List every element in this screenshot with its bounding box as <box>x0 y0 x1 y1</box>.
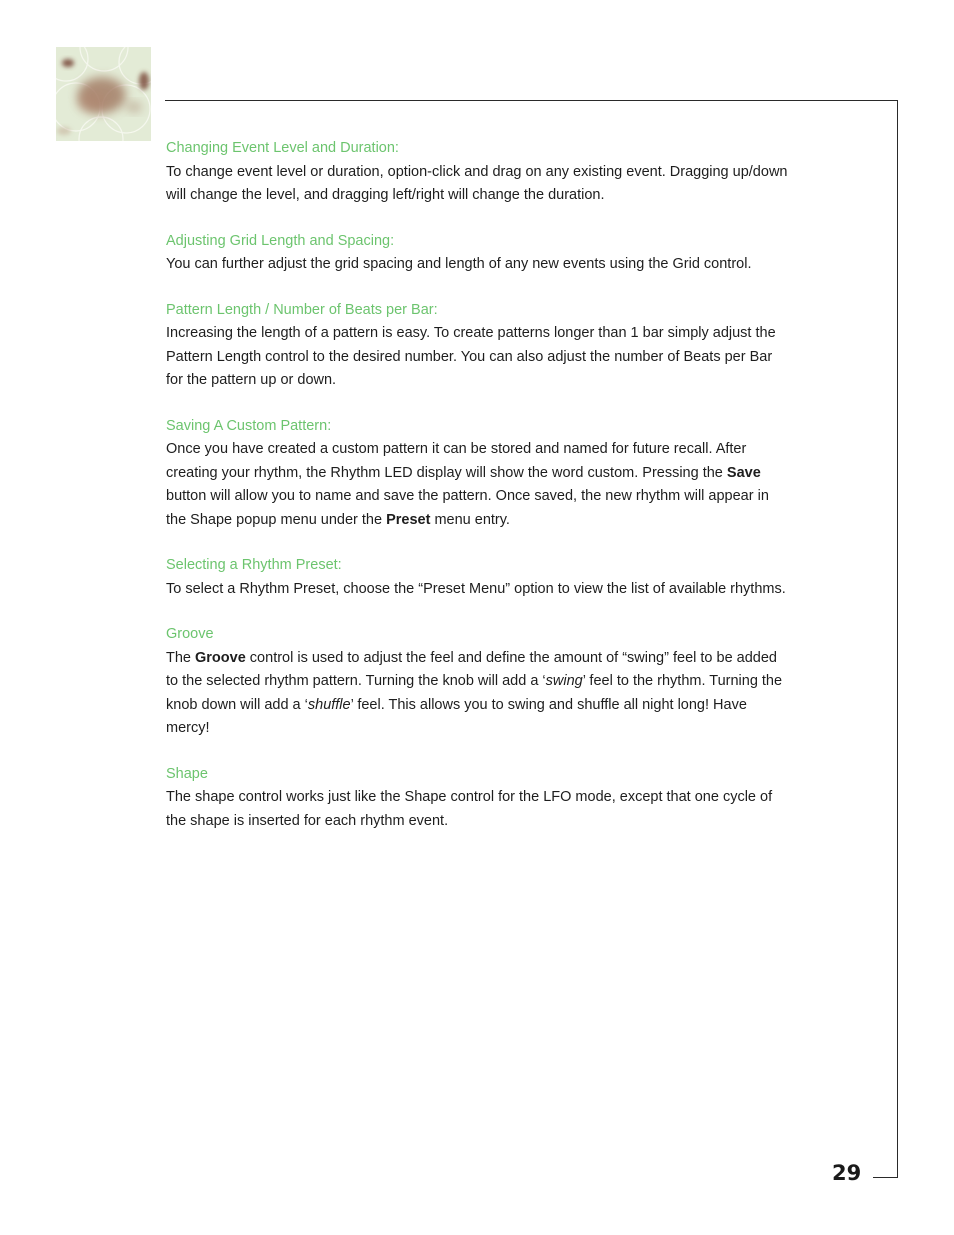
section-heading: Selecting a Rhythm Preset: <box>166 557 342 573</box>
section-body: To select a Rhythm Preset, choose the “Preset Menu” option to view the list of available rhythms. <box>166 580 786 597</box>
section-body: The shape control works just like the Shape control for the LFO mode, except that one cycle of the shape is inserted for each rhythm event. <box>166 789 773 829</box>
section-heading: Shape <box>166 765 208 782</box>
section-event-level <box>166 137 791 208</box>
body-text: Once you have created a custom pattern it can be stored and named for future recall. After creating your rhythm, the Rhythm LED display will show the word custom. Pressing the <box>166 441 747 481</box>
section-groove <box>166 623 791 741</box>
section-saving-pattern <box>166 415 791 533</box>
body-text: button will allow you to name and save the pattern. Once saved, the new rhythm will appear in the Shape popup menu under the <box>166 488 769 528</box>
section-body: You can further adjust the grid spacing and length of any new events using the Grid control. <box>166 256 752 272</box>
frame-right-rule <box>897 100 898 1178</box>
shuffle-term: shuffle <box>307 696 351 713</box>
section-heading: Groove <box>166 626 214 642</box>
page-number: 29 <box>832 1161 862 1185</box>
section-shape <box>166 763 791 834</box>
body-text: menu entry. <box>430 511 510 528</box>
section-grid-length <box>166 230 791 277</box>
section-heading: Adjusting Grid Length and Spacing: <box>166 232 395 249</box>
section-body: Increasing the length of a pattern is easy. To create patterns longer than 1 bar simply adjust the Pattern Length control to the desired number. You can also adjust the number of Beats per Bar for the pattern up or down. <box>166 325 776 388</box>
body-text: ’ feel. This allows you to swing and shuffle all night long! Have mercy! <box>166 696 747 736</box>
preset-menu-reference: Preset <box>386 511 431 528</box>
body-text: ’ feel to the rhythm. Turning the knob down will add a ‘ <box>166 673 783 713</box>
frame-bottom-rule <box>873 1177 898 1178</box>
section-pattern-length <box>166 299 791 393</box>
section-body: To change event level or duration, option-click and drag on any existing event. Dragging up/down will change the level, and dragging left/right will change the duration. <box>166 163 788 203</box>
frame-top-rule <box>165 100 898 101</box>
save-button-reference: Save <box>726 464 761 481</box>
body-text: The <box>166 649 196 666</box>
section-heading: Changing Event Level and Duration: <box>166 140 399 156</box>
section-body <box>166 438 791 532</box>
section-heading: Saving A Custom Pattern: <box>166 417 332 434</box>
swing-term: swing <box>545 673 583 689</box>
page-content <box>166 137 791 855</box>
section-rhythm-preset <box>166 554 791 601</box>
groove-control-reference: Groove <box>195 649 246 666</box>
body-text: control is used to adjust the feel and define the amount of “swing” feel to be added to the selected rhythm pattern. Turning the knob will add a ‘ <box>166 649 777 689</box>
section-heading: Pattern Length / Number of Beats per Bar: <box>166 301 438 318</box>
corner-decorative-image <box>56 47 151 141</box>
section-body <box>166 647 791 741</box>
